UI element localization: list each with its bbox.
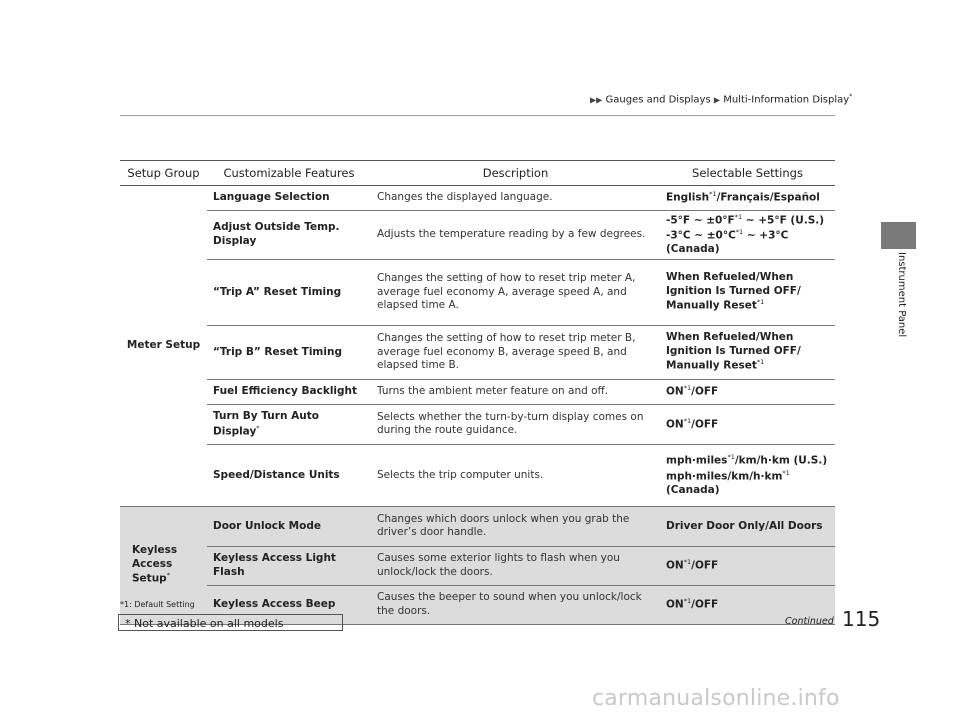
col-header-settings: Selectable Settings xyxy=(660,161,835,186)
table-row xyxy=(120,444,835,506)
header-divider xyxy=(120,115,835,116)
group-meter-setup: Meter Setup xyxy=(120,186,207,507)
breadcrumb xyxy=(590,93,852,105)
description-cell: Changes the displayed language. xyxy=(371,186,660,211)
description-cell: Selects the trip computer units. xyxy=(371,444,660,506)
settings-cell: English$^{*1}$/Français/Español xyxy=(660,186,835,211)
group-keyless-access-setup: Keyless Access Setup* xyxy=(120,506,207,624)
settings-cell: mph·miles$^{*1}$/km/h·km (U.S.) $mph\cdot miles/km/h\cdot km^{*1}$ (Canada) xyxy=(660,444,835,506)
table-row xyxy=(120,259,835,325)
description-cell: Causes the beeper to sound when you unlock/lock the doors. xyxy=(371,585,660,624)
description-cell: Changes the setting of how to reset trip meter A, average fuel economy A, average speed A, and elapsed time A. xyxy=(371,259,660,325)
section-tab-marker xyxy=(881,222,916,249)
description-cell: Selects whether the turn-by-turn display comes on during the route guidance. xyxy=(371,404,660,444)
table-row xyxy=(120,325,835,379)
feature-cell: Keyless Access Light Flash xyxy=(207,546,371,585)
not-all-models-mark: * xyxy=(849,93,853,100)
settings-cell: ON$^{*1}$/OFF xyxy=(660,546,835,585)
continued-label: Continued xyxy=(785,616,834,627)
section-label: Instrument Panel xyxy=(896,252,907,338)
settings-cell: ON$^{*1}$/OFF xyxy=(660,404,835,444)
site-watermark: carmanualsonline.info xyxy=(592,686,840,711)
description-cell: Changes which doors unlock when you grab the driver’s door handle. xyxy=(371,506,660,546)
table-row xyxy=(120,186,835,211)
col-header-features: Customizable Features xyxy=(207,161,371,186)
breadcrumb-arrow-icon: ▶ xyxy=(713,95,721,105)
settings-cell: ON$^{*1}$/OFF xyxy=(660,379,835,404)
feature-cell: “Trip B” Reset Timing xyxy=(207,325,371,379)
table-row xyxy=(120,546,835,585)
table-header-row xyxy=(120,161,835,186)
col-header-setup-group: Setup Group xyxy=(120,161,207,186)
breadcrumb-arrows-icon: ▶▶ xyxy=(590,95,603,105)
default-setting-footnote: *1: Default Setting xyxy=(120,600,195,609)
settings-cell: ON$^{*1}$/OFF xyxy=(660,585,835,624)
settings-cell: When Refueled/When Ignition Is Turned OFF/ Manually Reset$^{*1}$ xyxy=(660,325,835,379)
feature-cell: Fuel Efficiency Backlight xyxy=(207,379,371,404)
feature-cell: Speed/Distance Units xyxy=(207,444,371,506)
description-cell: Causes some exterior lights to flash when you unlock/lock the doors. xyxy=(371,546,660,585)
breadcrumb-item-mid[interactable]: Multi-Information Display xyxy=(723,94,850,106)
settings-table xyxy=(120,160,835,625)
table-row xyxy=(120,379,835,404)
feature-cell: “Trip A” Reset Timing xyxy=(207,259,371,325)
table-row xyxy=(120,506,835,546)
settings-cell: When Refueled/When Ignition Is Turned OFF/ Manually Reset$^{*1}$ xyxy=(660,259,835,325)
settings-cell: Driver Door Only/All Doors xyxy=(660,506,835,546)
description-cell: Changes the setting of how to reset trip meter B, average fuel economy B, average speed B, and elapsed time B. xyxy=(371,325,660,379)
settings-cell: -5°F ~ $\pm 0^\circ F^{*1}$ ~ +5°F (U.S.) -3°C ~ $\pm 0^\circ C^{*1}$ ~ +3°C (Canada) xyxy=(660,211,835,260)
feature-cell: Door Unlock Mode xyxy=(207,506,371,546)
feature-cell: Language Selection xyxy=(207,186,371,211)
col-header-description: Description xyxy=(371,161,660,186)
feature-cell: Keyless Access Beep xyxy=(207,585,371,624)
breadcrumb-item-gauges[interactable]: Gauges and Displays xyxy=(605,94,711,106)
description-cell: Adjusts the temperature reading by a few degrees. xyxy=(371,211,660,260)
description-cell: Turns the ambient meter feature on and off. xyxy=(371,379,660,404)
feature-cell: Adjust Outside Temp. Display xyxy=(207,211,371,260)
feature-cell: Turn By Turn Auto Display* xyxy=(207,404,371,444)
table-row xyxy=(120,211,835,260)
availability-note: * Not available on all models xyxy=(118,614,343,631)
page-number: 115 xyxy=(842,607,881,631)
table-row xyxy=(120,404,835,444)
